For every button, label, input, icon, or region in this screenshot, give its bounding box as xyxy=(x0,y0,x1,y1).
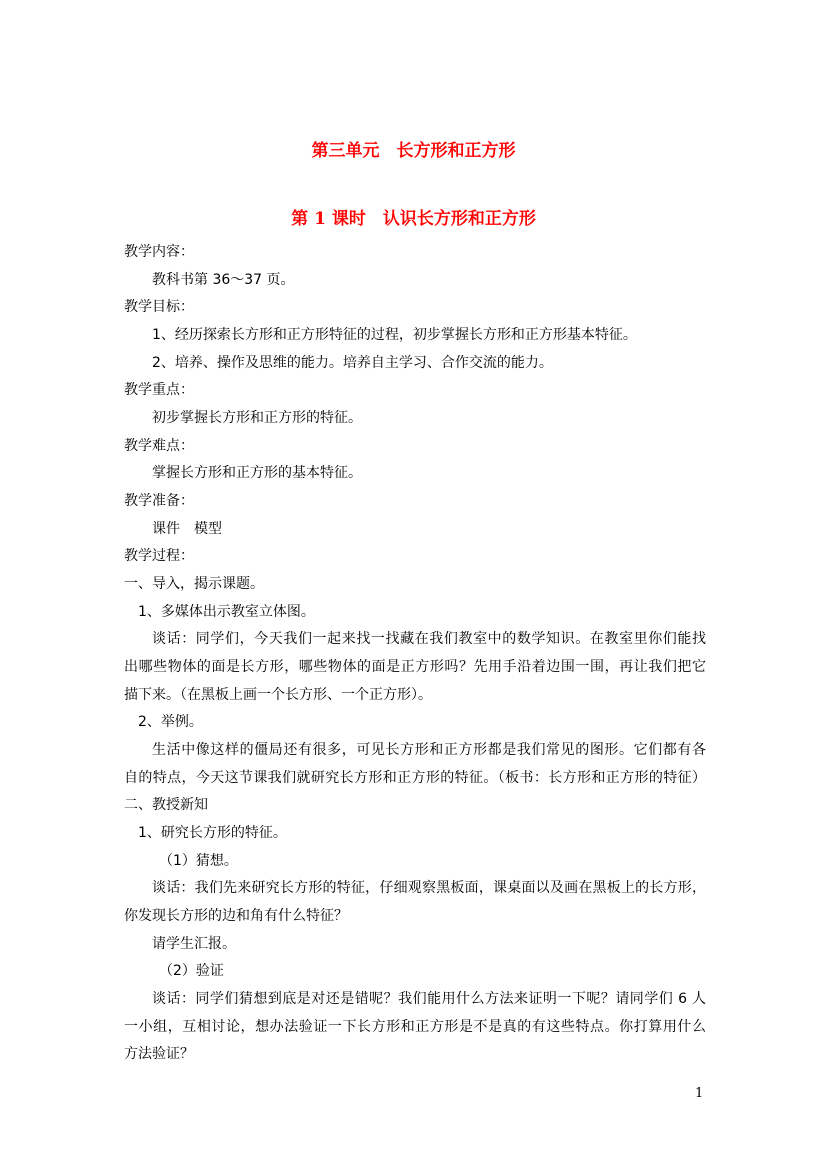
heading-content: 教学内容： xyxy=(124,244,194,260)
subsection-heading: 1、研究长方形的特征。 xyxy=(138,825,287,841)
lesson-title: 第 1 课时 认识长方形和正方形 xyxy=(291,209,536,229)
heading-goals: 教学目标： xyxy=(124,299,194,315)
heading-preparation: 教学准备： xyxy=(124,493,194,509)
heading-process: 教学过程： xyxy=(124,548,194,564)
body-line: 1、经历探索长方形和正方形特征的过程，初步掌握长方形和正方形基本特征。 xyxy=(152,327,637,343)
body-line: 教科书第 36～37 页。 xyxy=(152,272,295,288)
body-line: 请学生汇报。 xyxy=(152,936,236,952)
heading-difficulties: 教学难点： xyxy=(124,438,194,454)
body-line: 自的特点，今天这节课我们就研究长方形和正方形的特征。（板书：长方形和正方形的特征） xyxy=(124,770,706,786)
step-heading: （2）验证 xyxy=(159,963,224,979)
body-line: 一小组，互相讨论，想办法验证一下长方形和正方形是不是真的有这些特点。你打算用什么 xyxy=(124,1019,706,1035)
section-heading: 二、教授新知 xyxy=(124,797,208,813)
body-line: 生活中像这样的僵局还有很多，可见长方形和正方形都是我们常见的图形。它们都有各 xyxy=(152,742,706,758)
page-number: 1 xyxy=(695,1086,704,1101)
section-heading: 一、导入，揭示课题。 xyxy=(124,576,264,592)
heading-key-points: 教学重点： xyxy=(124,382,194,398)
body-line: 谈话：我们先来研究长方形的特征，仔细观察黑板面，课桌面以及画在黑板上的长方形， xyxy=(152,880,706,896)
body-line: 谈话：同学们猜想到底是对还是错呢？我们能用什么方法来证明一下呢？请同学们 6 人 xyxy=(152,991,706,1007)
body-line: 初步掌握长方形和正方形的特征。 xyxy=(152,410,362,426)
body-line: 方法验证？ xyxy=(124,1046,194,1062)
body-line: 2、培养、操作及思维的能力。培养自主学习、合作交流的能力。 xyxy=(152,355,553,371)
body-line: 描下来。（在黑板上画一个长方形、一个正方形）。 xyxy=(124,687,432,703)
unit-title: 第三单元 长方形和正方形 xyxy=(311,141,516,161)
body-line: 你发现长方形的边和角有什么特征？ xyxy=(124,908,348,924)
body-line: 出哪些物体的面是长方形，哪些物体的面是正方形吗？先用手沿着边围一围，再让我们把它 xyxy=(124,659,706,675)
subsection-heading: 1、多媒体出示教室立体图。 xyxy=(138,604,315,620)
subsection-heading: 2、举例。 xyxy=(138,714,203,730)
body-line: 谈话：同学们，今天我们一起来找一找藏在我们教室中的数学知识。在教室里你们能找 xyxy=(152,631,706,647)
body-line: 课件 模型 xyxy=(152,521,222,537)
step-heading: （1）猜想。 xyxy=(159,853,238,869)
body-line: 掌握长方形和正方形的基本特征。 xyxy=(152,465,362,481)
